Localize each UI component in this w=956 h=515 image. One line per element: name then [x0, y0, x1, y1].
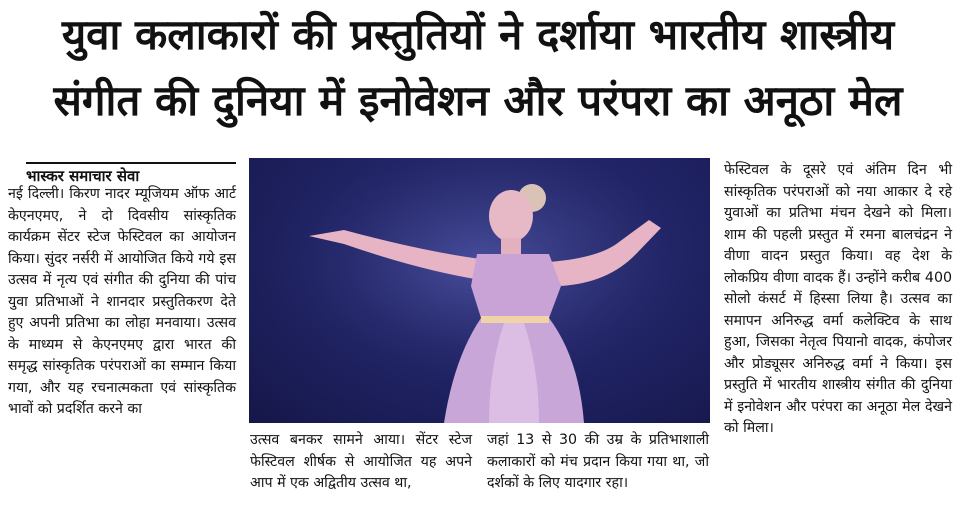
dancer-illustration — [249, 158, 710, 423]
article-column-3: जहां 13 से 30 की उम्र के प्रतिभाशाली कलाकारों को मंच प्रदान किया गया था, जो दर्शकों के लिए यादगार रहा। — [487, 432, 709, 491]
article-column-1: नई दिल्ली। किरण नादर म्यूजियम ऑफ आर्ट केएनएमए, ने दो दिवसीय सांस्कृतिक कार्यक्रम सेंटर स्टेज फेस्टिवल का आयोजन किया। सुंदर नर्सरी में आयोजित किये गये इस उत्सव में नृत्य एवं संगीत की दुनिया की पांच युवा प्रतिभाओं ने शानदार प्रस्तुतिकरण देते हुए अपनी प्रतिभा का लोहा मनवाया। उत्सव के माध्यम से केएनएमए द्वारा भारत की समृद्ध सांस्कृतिक परंपराओं का सम्मान किया गया, और यह रचनात्मकता एवं सांस्कृतिक भावों को प्रदर्शित करने का — [8, 186, 236, 417]
head — [489, 190, 533, 242]
dancer-photo — [249, 158, 710, 423]
neck — [501, 238, 521, 254]
costume-top — [471, 254, 561, 318]
article-column-4: फेस्टिवल के दूसरे एवं अंतिम दिन भी सांस्कृतिक परंपराओं को नया आकार दे रहे युवाओं का प्रतिभा मंचन देखने को मिला। शाम की पहली प्रस्तुत में रमना बालचंद्रन ने वीणा वादन प्रस्तुत किया। वह देश के लोकप्रिय वीणा वादक हैं। उन्होंने करीब 400 सोलो कंसर्ट में हिस्सा लिया है। उत्सव का समापन अनिरुद्ध वर्मा कलेक्टिव के साथ हुआ, जिसका नेतृत्व पियानो वादक, कंपोजर और प्रोड्यूसर अनिरुद्ध वर्मा ने किया। इस प्रस्तुति में भारतीय शास्त्रीय संगीत की दुनिया में इनोवेशन और परंपरा का अनूठा मेल देखने को मिला। — [724, 162, 952, 436]
headline-line-2: संगीत की दुनिया में इनोवेशन और परंपरा का अनूठा मेल — [53, 76, 903, 125]
article-column-2: उत्सव बनकर सामने आया। सेंटर स्टेज फेस्टिवल शीर्षक से आयोजित यह अपने आप में एक अद्वितीय उत्सव था, — [250, 432, 472, 491]
headline-line-1: युवा कलाकारों की प्रस्तुतियों ने दर्शाया भारतीय शास्त्रीय — [61, 10, 895, 59]
headline — [0, 6, 956, 130]
costume-belt — [481, 316, 549, 323]
byline: भास्कर समाचार सेवा — [26, 162, 236, 186]
